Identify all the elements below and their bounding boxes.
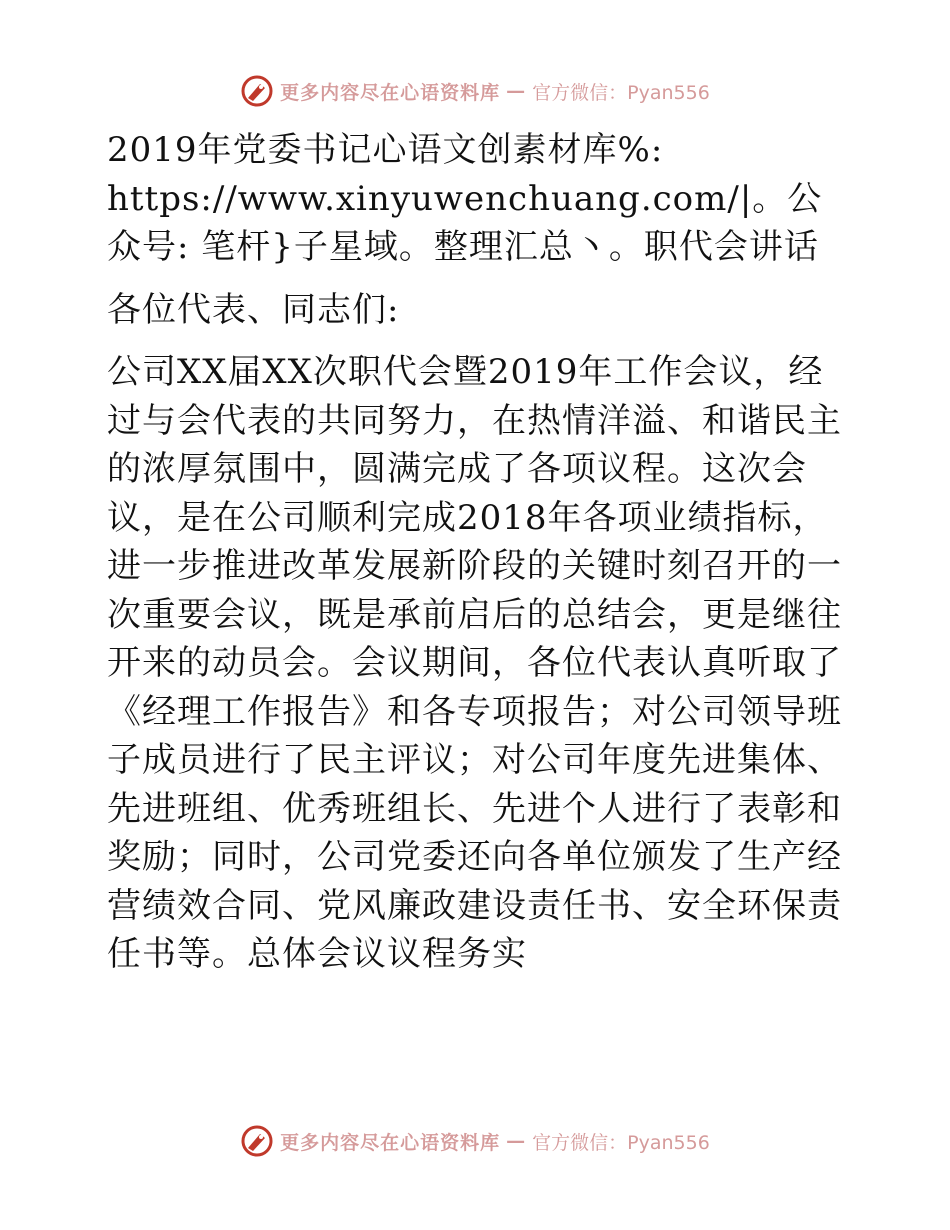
pen-nib-logo-icon [240,74,274,108]
banner-brand-text: 更多内容尽在心语资料库 [280,81,501,104]
footer-banner [0,1121,950,1161]
banner-separator: — [506,1130,527,1152]
header-banner [0,71,950,111]
banner-wechat-text: 官方微信：Pyan556 [532,1131,710,1154]
pen-nib-logo-icon [240,1124,274,1158]
document-body [97,126,857,979]
salutation: 各位代表、同志们: [107,289,400,330]
banner-separator: — [506,80,527,102]
body-paragraph: 公司XX届XX次职代会暨2019年工作会议，经过与会代表的共同努力，在热情洋溢、和谐民主的浓厚氛围中，圆满完成了各项议程。这次会议，是在公司顺利完成2018年各项业绩指标，进一步推进改革发展新阶段的关键时刻召开的一次重要会议，既是承前启后的总结会，更是继往开来的动员会。会议期间，各位代表认真听取了《经理工作报告》和各专项报告；对公司领导班子成员进行了民主评议；对公司年度先进集体、先进班组、优秀班组长、先进个人进行了表彰和奖励；同时，公司党委还向各单位颁发了生产经营绩效合同、党风廉政建设责任书、安全环保责任书等。总体会议议程务实 [107,352,842,974]
banner-brand-text: 更多内容尽在心语资料库 [280,1131,501,1154]
banner-wechat-text: 官方微信：Pyan556 [532,81,710,104]
document-heading: 2019年党委书记心语文创素材库%: https://www.xinyuwenchuang.com/|。公众号: 笔杆}子星域。整理汇总丶。职代会讲话 [107,130,823,267]
